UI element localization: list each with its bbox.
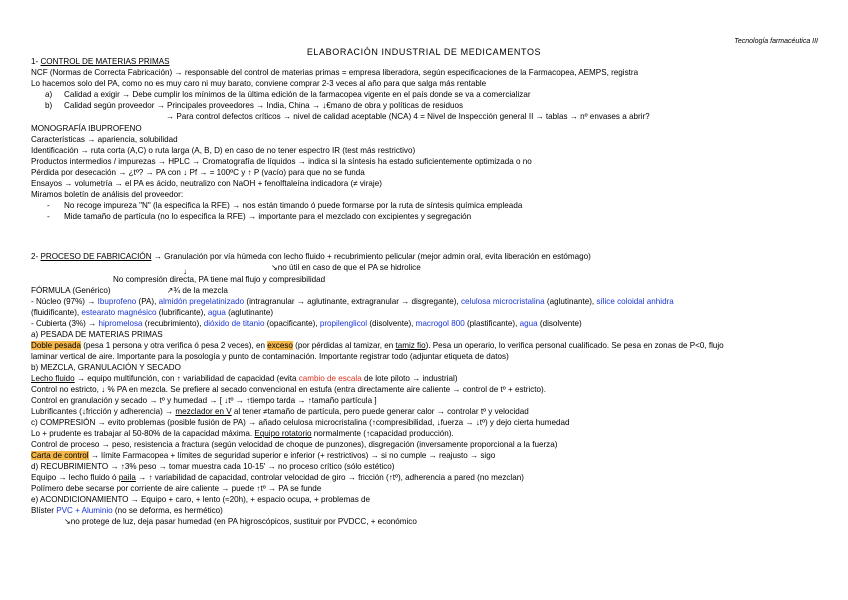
core-line: - Núcleo (97%) → Ibuprofeno (PA), almidón pregelatinizado (intragranular → aglutinante, extragranular → disgregante), celulosa microcristalina (aglutinante), sílice coloidal anhidra xyxy=(31,297,674,306)
ingredient-propilenglicol: propilenglicol xyxy=(319,319,368,328)
pa-purchase-line: Lo hacemos solo del PA, como no es muy caro ni muy barato, conviene comprar 2-3 veces al año para que salga más rentable xyxy=(31,79,487,88)
item-b-text: Calidad según proveedor → Principales proveedores → India, China → ↓€mano de obra y políticas de residuos xyxy=(64,101,464,110)
mono-assays: Ensayos → volumetría → el PA es ácido, neutralizo con NaOH + fenolftaleína indicadora (≠ viraje) xyxy=(31,179,382,188)
subsection-b-title: b) MEZCLA, GRANULACIÓN Y SECADO xyxy=(31,363,181,372)
ingredient-agua: agua xyxy=(207,308,226,317)
ingredient-estearato: estearato magnésico xyxy=(81,308,157,317)
mono-identification: Identificación → ruta corta (A,C) o ruta larga (A, B, D) en caso de no tener espectro IR (test más restrictivo) xyxy=(31,146,416,155)
bullet-particle-size: Mide tamaño de partícula (no lo especifica la RFE) → importante para el mezclado con excipientes y segregación xyxy=(64,212,472,221)
bullet-marker: - xyxy=(47,201,50,210)
section-2-heading: 2- PROCESO DE FABRICACIÓN → Granulación por vía húmeda con lecho fluido + recubrimiento pelicular (mejor admin oral, evita liberación en estómago) xyxy=(31,252,591,261)
fluid-bed-line: Lecho fluido → equipo multifunción, con ↑ variabilidad de capacidad (evita cambio de escala de lote piloto → industrial) xyxy=(31,374,458,383)
ingredient-ibuprofeno: Ibuprofeno xyxy=(97,297,137,306)
no-direct-compression: No compresión directa, PA tiene mal flujo y compresibilidad xyxy=(113,275,326,284)
ingredient-silice: sílice coloidal anhidra xyxy=(596,297,674,306)
lubricants-line: Lubrificantes (↓fricción y adherencia) → mezclador en V al tener ≠tamaño de partícula, pero puede generar calor → controlar tº y velocidad xyxy=(31,407,529,416)
coating-equipment-line: Equipo → lecho fluido ó paila → ↑ variabilidad de capacidad, controlar velocidad de giro → fricción (↑tº), adherencia a pared (no mezclan) xyxy=(31,473,524,482)
bullet-marker: - xyxy=(47,212,50,221)
blister-note: ↘no protege de luz, deja pasar humedad (en PA higroscópicos, sustituir por PVDCC, + económico xyxy=(64,517,417,526)
coating-step-line: d) RECUBRIMIENTO → ↑3% peso → tomar muestra cada 10-15' → no proceso crítico (sólo estético) xyxy=(31,462,395,471)
formula-note: ↗¾ de la mezcla xyxy=(166,286,228,295)
ingredient-almidon: almidón pregelatinizado xyxy=(158,297,245,306)
packaging-line: e) ACONDICIONAMIENTO → Equipo + caro, + lento (≈20h), + espacio ocupa, + problemas de xyxy=(31,495,370,504)
page-title: ELABORACIÓN INDUSTRIAL DE MEDICAMENTOS xyxy=(306,47,542,57)
ingredient-hipromelosa: hipromelosa xyxy=(98,319,143,328)
laminar-flow-line: laminar vertical de aire. Importante para la posología y punto de contaminación. Importante registrar todo (adjuntar etiqueta de datos) xyxy=(31,352,509,361)
subsection-a-title: a) PESADA DE MATERIAS PRIMAS xyxy=(31,330,163,339)
mono-drying-loss: Pérdida por desecación → ¿tº? → PA con ↓ Pf → = 100ºC y ↑ P (vacío) para que no se funda xyxy=(31,168,365,177)
bullet-impurity: No recoge impureza "N" (la especifica la RFE) → nos están timando ó puede formarse por la ruta de síntesis química empleada xyxy=(64,201,523,210)
double-weighing-highlight: Doble pesada xyxy=(31,341,81,350)
ingredient-celulosa: celulosa microcristalina xyxy=(460,297,545,306)
item-b-continuation: → Para control defectos críticos → nivel de calidad aceptable (NCA) 4 = Nivel de Inspección general II → tablas → nº envases a abrir? xyxy=(166,112,650,121)
item-b-marker: b) xyxy=(45,101,53,110)
coating-line: - Cubierta (3%) → hipromelosa (recubrimiento), dióxido de titanio (opacificante), propilenglicol (disolvente), macrogol 800 (plastificante), agua (disolvente) xyxy=(31,319,582,328)
mono-supplier-bulletin: Miramos boletín de análisis del proveedor: xyxy=(31,190,184,199)
process-control-line: Control de proceso → peso, resistencia a fractura (según velocidad de choque de punzones), disgregación (inversamente proporcional a la fuerza) xyxy=(31,440,558,449)
monograph-title: MONOGRAFÍA IBUPROFENO xyxy=(31,124,142,133)
rotary-equipment-term: Equipo rotatorio xyxy=(254,429,312,438)
section-2-label: PROCESO DE FABRICACIÓN xyxy=(40,252,152,261)
excess-highlight: exceso xyxy=(267,341,293,350)
compression-line: c) COMPRESIÓN → evito problemas (posible fusión de PA) → añado celulosa microcristalina (↑compresibilidad, ↓fuerza → ↓tº) y dejo cierta humedad xyxy=(31,418,570,427)
section-1-label: CONTROL DE MATERIAS PRIMAS xyxy=(40,57,170,66)
v-mixer-term: mezclador en V xyxy=(175,407,232,416)
granulation-control-line: Control en granulación y secado → tº y humedad → [ ↓tº → ↑tiempo tarda → ↑tamaño partícula ] xyxy=(31,396,377,405)
subject-header: Tecnología farmacéutica III xyxy=(734,38,818,45)
formula-title: FÓRMULA (Genérico) ↗¾ de la mezcla xyxy=(31,286,228,295)
drying-control-line: Control no estricto, ↓ % PA en mezcla. Se prefiere al secado convencional en estufa (entra directamente aire caliente → control de tº + estricto). xyxy=(31,385,546,394)
control-chart-line: Carta de control → límite Farmacopea + límites de seguridad superior e inferior (+ restrictivos) → si no cumple → reajusto → sigo xyxy=(31,451,496,460)
scale-change-term: cambio de escala xyxy=(298,374,362,383)
blister-material: PVC + Aluminio xyxy=(56,506,113,515)
mono-characteristics: Características → apariencia, solubilidad xyxy=(31,135,178,144)
ingredient-agua: agua xyxy=(519,319,538,328)
polymer-drying-line: Polímero debe secarse por corriente de aire caliente → puede ↑tº → PA se funde xyxy=(31,484,322,493)
fluid-bed-term: Lecho fluido xyxy=(31,374,75,383)
control-chart-highlight: Carta de control xyxy=(31,451,89,460)
hydrolysis-note: ↘no útil en caso de que el PA se hidrolice xyxy=(271,263,421,272)
mono-impurities: Productos intermedios / impurezas → HPLC → Cromatografía de líquidos → indica si la síntesis ha estado suficientemente optimizada o no xyxy=(31,157,532,166)
ncf-line: NCF (Normas de Correcta Fabricación) → responsable del control de materias primas = empresa liberadora, según especificaciones de la Farmacopea, AEMPS, registra xyxy=(31,68,639,77)
down-arrow: ↓ xyxy=(183,267,188,276)
item-a-marker: a) xyxy=(45,90,53,99)
item-a-text: Calidad a exigir → Debe cumplir los mínimos de la última edición de la farmacopea vigente en el país donde se va a comercializar xyxy=(64,90,531,99)
ingredient-macrogol: macrogol 800 xyxy=(415,319,465,328)
section-1-heading: 1- CONTROL DE MATERIAS PRIMAS xyxy=(31,57,170,66)
ingredient-titanio: dióxido de titanio xyxy=(203,319,265,328)
capacity-line: Lo + prudente es trabajar al 50-80% de la capacidad máxima. Equipo rotatorio normalmente (↑capacidad producción). xyxy=(31,429,454,438)
blister-line: Blíster PVC + Aluminio (no se deforma, es hermético) xyxy=(31,506,223,515)
double-weighing-line: Doble pesada (pesa 1 persona y otra verifica ó pesa 2 veces), en exceso (por pérdidas al tamizar, en tamiz fio). Pesa un operario, lo verifica personal cualificado. Se pesa en zonas de P<0, flujo xyxy=(31,341,724,350)
core-line-2: (fluidificante), estearato magnésico (lubrificante), agua (aglutinante) xyxy=(31,308,274,317)
pan-term: paila xyxy=(118,473,136,482)
